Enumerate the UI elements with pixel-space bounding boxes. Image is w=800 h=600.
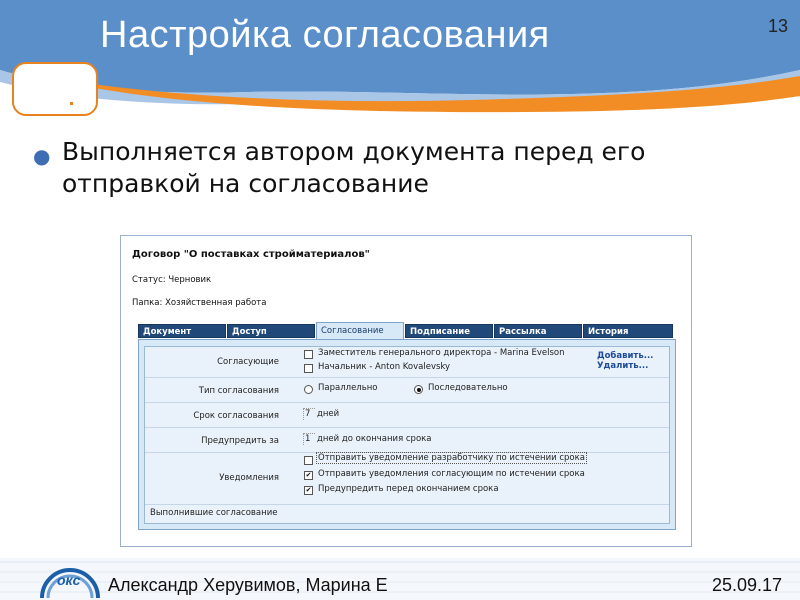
notifications-label: Уведомления: [219, 473, 279, 483]
radio-parallel-label: Параллельно: [318, 383, 378, 393]
remove-approver-link[interactable]: Удалить...: [597, 361, 649, 371]
completed-approvals-row: [145, 504, 669, 523]
radio-parallel[interactable]: [304, 385, 313, 394]
warn-before-input[interactable]: 1: [303, 433, 315, 445]
tab-history[interactable]: История: [583, 324, 673, 338]
approvers-row: [145, 347, 669, 378]
approval-term-label: Срок согласования: [193, 411, 279, 421]
logo-text: окс: [57, 572, 81, 588]
completed-approvals-label: Выполнившие согласование: [150, 508, 278, 518]
footer-authors: Александр Херувимов, Марина Е: [108, 575, 388, 595]
bullet-marker: ●: [33, 144, 51, 168]
document-folder: Папка: Хозяйственная работа: [132, 298, 267, 308]
add-approver-link[interactable]: Добавить...: [597, 351, 654, 361]
notifications-row: [145, 452, 669, 505]
slide-number: 13: [768, 16, 789, 36]
approval-term-row: [145, 402, 669, 428]
warn-before-row: [145, 427, 669, 453]
tab-access[interactable]: Доступ: [227, 324, 315, 338]
warn-before-deadline-checkbox[interactable]: ✔: [305, 486, 312, 494]
radio-sequential-label: Последовательно: [428, 383, 508, 393]
approval-tab-panel: [138, 339, 676, 530]
document-title: Договор "О поставках стройматериалов": [132, 249, 370, 260]
warn-before-label: Предупредить за: [201, 436, 279, 446]
approver-item: Заместитель генерального директора - Marina Evelson: [318, 348, 565, 358]
notify-approvers-checkbox[interactable]: ✔: [305, 471, 312, 479]
radio-sequential[interactable]: [414, 385, 423, 394]
footer-date: 25.09.17: [712, 575, 783, 595]
notify-developer-label: Отправить уведомление разработчику по истечении срока: [318, 453, 585, 463]
approver-item: Начальник - Anton Kovalevsky: [318, 362, 451, 372]
approval-type-row: [145, 377, 669, 403]
approval-type-label: Тип согласования: [198, 386, 279, 396]
approval-settings-form: [144, 346, 670, 524]
notify-approvers-label: Отправить уведомления согласующим по истечении срока: [318, 469, 585, 479]
approval-term-input[interactable]: 7: [303, 408, 315, 420]
notify-developer-checkbox[interactable]: [304, 456, 313, 465]
warn-before-deadline-label: Предупредить перед окончанием срока: [318, 484, 499, 494]
tab-document[interactable]: Документ: [138, 324, 226, 338]
approver-checkbox[interactable]: [304, 350, 313, 359]
approval-term-unit: дней: [317, 409, 340, 419]
tab-mailing[interactable]: Рассылка: [494, 324, 582, 338]
bullet-text: Выполняется автором документа перед его отправкой на согласование: [62, 137, 646, 198]
approver-checkbox[interactable]: [304, 364, 313, 373]
document-status: Статус: Черновик: [132, 275, 212, 285]
approvers-label: Согласующие: [217, 357, 279, 367]
slide-title: Настройка согласования: [100, 14, 550, 56]
warn-before-unit: дней до окончания срока: [317, 434, 432, 444]
sticky-note-icon: [12, 62, 98, 116]
document-window: [120, 235, 692, 547]
tab-approval[interactable]: Согласование: [316, 322, 404, 340]
tab-signing[interactable]: Подписание: [405, 324, 493, 338]
